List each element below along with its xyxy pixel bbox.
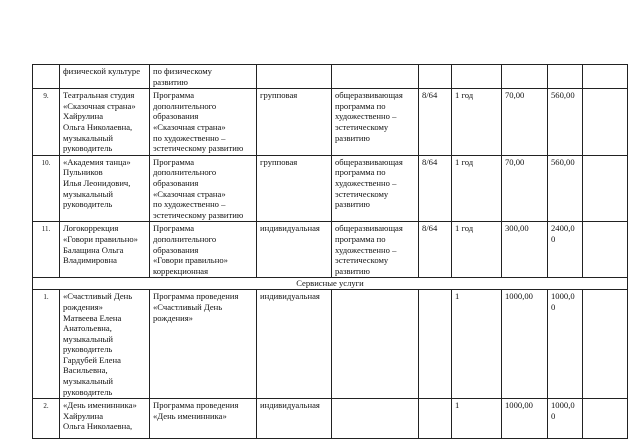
cell-type [332,89,419,156]
cell-line: Матвеева Елена [63,312,122,323]
cell-price [502,65,548,89]
cell-line: Ольга Николаевна, [63,421,133,432]
table-row [33,65,628,89]
cell-num: 11. [33,222,60,278]
table-row [33,399,628,439]
cell-line: дополнительного [153,233,217,244]
cell-extra [583,155,628,222]
cell-price: 300,00 [502,222,548,278]
cell-program [150,89,257,156]
cell-period [452,65,502,89]
cell-program [150,155,257,222]
cell-line: 2400,0 [551,223,575,234]
cell-num: 9. [33,89,60,156]
cell-line: Программа проведения [153,291,239,302]
cell-line: дополнительного [153,167,217,178]
cell-line: музыкальный [63,376,114,387]
cell-period: 1 год [452,222,502,278]
cell-line: художественно – [335,177,397,188]
cell-type [332,222,419,278]
cell-name [60,155,150,222]
cell-line: общеразвивающая [335,156,403,167]
cell-type [332,290,419,399]
cell-name [60,65,150,89]
cell-ages: 8/64 [419,222,452,278]
cell-extra [583,399,628,439]
cell-line: программа по [335,233,386,244]
cell-line: по художественно – [153,132,226,143]
cell-line: «Академия танца» [63,156,131,167]
cell-line: музыкальный [63,132,114,143]
cell-line: 1000,0 [551,291,575,302]
cell-name [60,290,150,399]
cell-line: образования [153,111,199,122]
table-body-top [33,65,628,278]
cell-line: Логокоррекция [63,223,119,234]
cell-line: Театральная студия [63,90,135,101]
cell-line: эстетическому развитию [153,143,244,154]
cell-ages [419,65,452,89]
table-row [33,89,628,156]
cell-line: Анатольевна, [63,323,112,334]
cell-line: развитию [335,132,370,143]
cell-line: «День именинника» [63,400,137,411]
cell-line: 560,00 [551,156,575,167]
cell-period: 1 год [452,89,502,156]
cell-ages [419,290,452,399]
cell-type [332,399,419,439]
cell-line: коррекционная [153,265,209,276]
cell-line: «День именинника» [153,410,227,421]
cell-line: «Сказочная страна» [153,121,226,132]
cell-price: 70,00 [502,155,548,222]
cell-line: «Говори правильно» [153,255,228,266]
table-section [33,278,628,290]
cell-line: 0 [551,301,556,312]
cell-line: развитию [153,76,188,87]
cell-line: руководитель [63,143,113,154]
cell-line: физической культуре [63,66,141,76]
cell-total [548,89,583,156]
cell-line: руководитель [63,199,113,210]
cell-line: эстетическому [335,121,389,132]
cell-line: Пульников [63,167,103,178]
cell-price: 1000,00 [502,399,548,439]
cell-program [150,290,257,399]
cell-period: 1 [452,399,502,439]
cell-ages: 8/64 [419,89,452,156]
cell-line: «Счастливый День [153,301,223,312]
cell-price: 70,00 [502,89,548,156]
cell-line: художественно – [335,244,397,255]
cell-line: «Сказочная страна» [153,188,226,199]
cell-line: Балащина Ольга [63,244,124,255]
cell-total [548,399,583,439]
cell-line: Хайрулина [63,111,104,122]
cell-line: общеразвивающая [335,223,403,234]
cell-num [33,65,60,89]
cell-line: программа по [335,167,386,178]
cell-num: 2. [33,399,60,439]
cell-form: индивидуальная [257,222,332,278]
cell-line: 560,00 [551,90,575,101]
table-body-bottom [33,290,628,439]
cell-line: по физическому [153,66,212,76]
cell-period: 1 [452,290,502,399]
table-row [33,222,628,278]
section-row [33,278,628,290]
cell-line: «Говори правильно» [63,233,138,244]
cell-line: руководитель [63,386,113,397]
cell-line: Васильевна, [63,365,108,376]
cell-ages [419,399,452,439]
cell-line: Хайрулина [63,410,104,421]
cell-line: Владимировна [63,255,117,266]
cell-form [257,65,332,89]
cell-line: рождения» [63,301,103,312]
cell-program [150,222,257,278]
table-row [33,290,628,399]
cell-form: индивидуальная [257,290,332,399]
cell-name [60,89,150,156]
cell-total [548,290,583,399]
cell-line: развитию [335,265,370,276]
cell-line: Программа [153,156,195,167]
cell-line: эстетическому [335,188,389,199]
cell-extra [583,89,628,156]
table-row [33,155,628,222]
cell-name [60,222,150,278]
cell-line: общеразвивающая [335,90,403,101]
cell-num: 1. [33,290,60,399]
cell-line: эстетическому развитию [153,209,244,220]
cell-line: «Счастливый День [63,291,133,302]
cell-program [150,65,257,89]
cell-line: художественно – [335,111,397,122]
cell-line: 0 [551,233,556,244]
cell-line: 0 [551,410,556,421]
cell-line: эстетическому [335,255,389,266]
cell-period: 1 год [452,155,502,222]
cell-form: групповая [257,155,332,222]
cell-total [548,155,583,222]
cell-num: 10. [33,155,60,222]
cell-total [548,65,583,89]
cell-type [332,155,419,222]
services-table [32,64,628,439]
section-title: Сервисные услуги [33,278,628,290]
cell-line: рождения» [153,312,193,323]
cell-line: «Сказочная страна» [63,100,136,111]
cell-line: Илья Леонидович, [63,177,131,188]
cell-line: музыкальный [63,333,114,344]
cell-type [332,65,419,89]
cell-line: руководитель [63,344,113,355]
cell-total [548,222,583,278]
cell-line: Гардубей Елена [63,354,121,365]
cell-line: Программа проведения [153,400,239,411]
cell-extra [583,290,628,399]
cell-line: по художественно – [153,199,226,210]
cell-line: 1000,0 [551,400,575,411]
cell-form: индивидуальная [257,399,332,439]
cell-line: Программа [153,90,195,101]
cell-line: развитию [335,199,370,210]
cell-extra [583,65,628,89]
cell-line: образования [153,244,199,255]
cell-line: программа по [335,100,386,111]
cell-ages: 8/64 [419,155,452,222]
cell-line: Ольга Николаевна, [63,121,133,132]
cell-line: образования [153,177,199,188]
cell-line: Программа [153,223,195,234]
cell-program [150,399,257,439]
cell-extra [583,222,628,278]
cell-line: музыкальный [63,188,114,199]
cell-name [60,399,150,439]
cell-line: дополнительного [153,100,217,111]
cell-price: 1000,00 [502,290,548,399]
cell-form: групповая [257,89,332,156]
